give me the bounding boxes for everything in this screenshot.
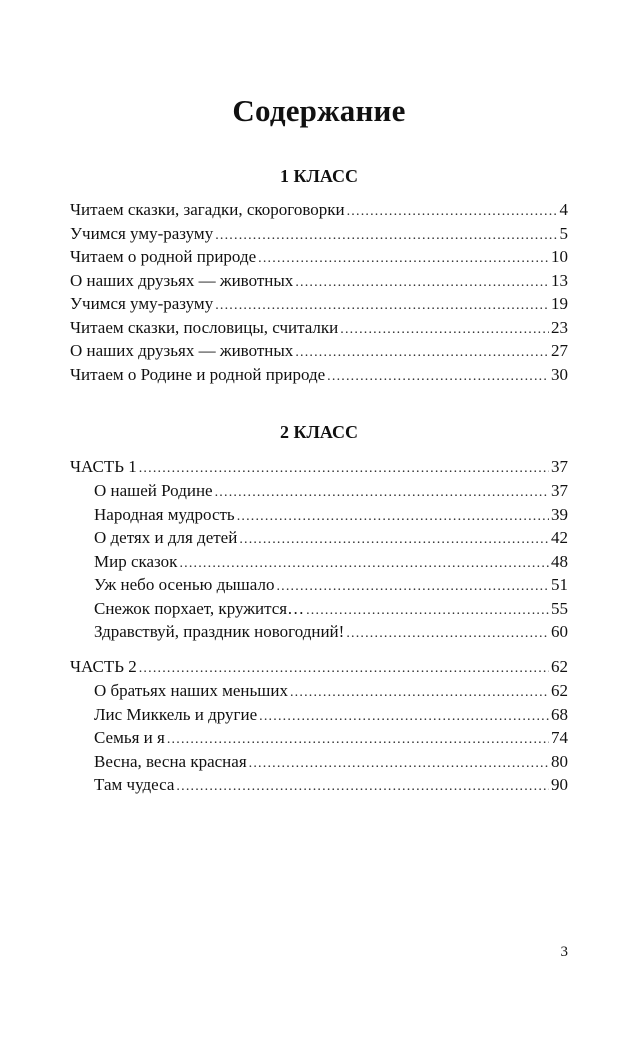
toc-entry-title: Учимся уму-разуму xyxy=(70,294,214,313)
toc-dot-leader xyxy=(259,705,549,729)
toc-dot-leader xyxy=(290,681,549,705)
toc-entry-page: 4 xyxy=(559,200,568,219)
toc-dot-leader xyxy=(276,575,549,599)
toc-entry-page: 42 xyxy=(551,528,568,547)
toc-entry xyxy=(94,526,568,550)
toc-part-page: 62 xyxy=(551,657,568,676)
grade2-part1-heading-row xyxy=(70,455,568,479)
toc-part-entry xyxy=(70,455,568,479)
toc-part-entry xyxy=(70,655,568,679)
toc-dot-leader xyxy=(258,247,549,271)
toc-entry-title: Семья и я xyxy=(94,728,165,747)
toc-entry xyxy=(94,503,568,527)
toc-entry-title: Уж небо осенью дышало xyxy=(94,575,275,594)
toc-entry-page: 68 xyxy=(551,704,568,724)
toc-entry-page: 10 xyxy=(551,247,568,266)
toc-entry-page: 27 xyxy=(551,341,568,360)
toc-entry-title: Учимся уму-разуму xyxy=(70,223,214,243)
toc-dot-leader xyxy=(347,200,558,224)
toc-entry-page: 74 xyxy=(551,728,568,747)
toc-dot-leader xyxy=(215,294,549,318)
toc-entry-title: Читаем о родной природе xyxy=(70,247,257,266)
toc-entry-page: 23 xyxy=(551,317,568,337)
toc-entry xyxy=(70,292,568,316)
toc-entry-page: 39 xyxy=(551,504,568,524)
toc-entry xyxy=(94,703,568,727)
toc-entry xyxy=(94,773,568,797)
toc-entry xyxy=(94,620,568,644)
toc-entry xyxy=(70,222,568,246)
toc-entry-page: 80 xyxy=(551,751,568,771)
grade1-toc-list xyxy=(70,198,568,386)
toc-entry-page: 60 xyxy=(551,622,568,641)
toc-entry xyxy=(70,339,568,363)
toc-entry xyxy=(94,750,568,774)
toc-entry xyxy=(70,269,568,293)
toc-entry-title: Народная мудрость xyxy=(94,504,235,524)
grade2-part2-heading-row xyxy=(70,655,568,679)
toc-part-title: ЧАСТЬ 1 xyxy=(70,457,137,476)
toc-dot-leader xyxy=(346,622,549,646)
toc-dot-leader xyxy=(167,728,549,752)
toc-entry xyxy=(94,679,568,703)
toc-entry-page: 30 xyxy=(551,364,568,384)
toc-entry-title: Снежок порхает, кружится… xyxy=(94,598,305,618)
toc-entry-title: О детях и для детей xyxy=(94,528,238,547)
toc-entry-title: Там чудеса xyxy=(94,775,175,794)
toc-entry-page: 5 xyxy=(559,223,568,243)
toc-entry-page: 19 xyxy=(551,294,568,313)
toc-part-page: 37 xyxy=(551,457,568,476)
toc-entry xyxy=(70,316,568,340)
toc-entry xyxy=(94,479,568,503)
toc-entry-title: О наших друзьях — животных xyxy=(70,270,294,290)
toc-dot-leader xyxy=(139,657,549,681)
toc-entry xyxy=(94,550,568,574)
toc-entry-page: 48 xyxy=(551,551,568,571)
toc-entry xyxy=(94,597,568,621)
toc-dot-leader xyxy=(306,599,549,623)
grade1-heading: 1 КЛАСС xyxy=(279,166,359,186)
toc-entry-title: Читаем о Родине и родной природе xyxy=(70,364,326,384)
toc-dot-leader xyxy=(295,341,549,365)
page-number: 3 xyxy=(560,944,568,960)
toc-entry-title: О братьях наших меньших xyxy=(94,681,288,700)
toc-entry-page: 13 xyxy=(551,270,568,290)
toc-entry-page: 37 xyxy=(551,481,568,500)
toc-entry-title: О нашей Родине xyxy=(94,481,213,500)
toc-dot-leader xyxy=(179,552,549,576)
toc-dot-leader xyxy=(139,457,549,481)
toc-entry-title: Здравствуй, праздник новогодний! xyxy=(94,622,345,641)
toc-dot-leader xyxy=(249,752,549,776)
toc-entry-page: 51 xyxy=(551,575,568,594)
toc-entry-title: Весна, весна красная xyxy=(94,751,247,771)
toc-entry xyxy=(94,726,568,750)
toc-entry xyxy=(70,363,568,387)
grade2-part2-toc-list xyxy=(94,679,568,797)
grade2-heading: 2 КЛАСС xyxy=(279,422,359,442)
toc-dot-leader xyxy=(340,318,549,342)
toc-dot-leader xyxy=(327,365,549,389)
toc-entry-title: Лис Миккель и другие xyxy=(94,704,258,724)
toc-entry xyxy=(94,573,568,597)
toc-entry-title: Мир сказок xyxy=(94,551,178,571)
toc-entry-page: 90 xyxy=(551,775,568,794)
grade2-part1-toc-list xyxy=(94,479,568,644)
toc-dot-leader xyxy=(239,528,549,552)
toc-entry-title: О наших друзьях — животных xyxy=(70,341,294,360)
toc-dot-leader xyxy=(237,505,549,529)
toc-entry-title: Читаем сказки, загадки, скороговорки xyxy=(70,200,345,219)
toc-entry-title: Читаем сказки, пословицы, считалки xyxy=(70,317,339,337)
toc-dot-leader xyxy=(176,775,549,799)
toc-entry xyxy=(70,245,568,269)
toc-dot-leader xyxy=(215,224,557,248)
toc-entry xyxy=(70,198,568,222)
toc-dot-leader xyxy=(295,271,549,295)
toc-entry-page: 55 xyxy=(551,598,568,618)
page-title: Содержание xyxy=(232,93,406,128)
toc-entry-page: 62 xyxy=(551,681,568,700)
toc-part-title: ЧАСТЬ 2 xyxy=(70,657,137,676)
toc-dot-leader xyxy=(215,481,549,505)
